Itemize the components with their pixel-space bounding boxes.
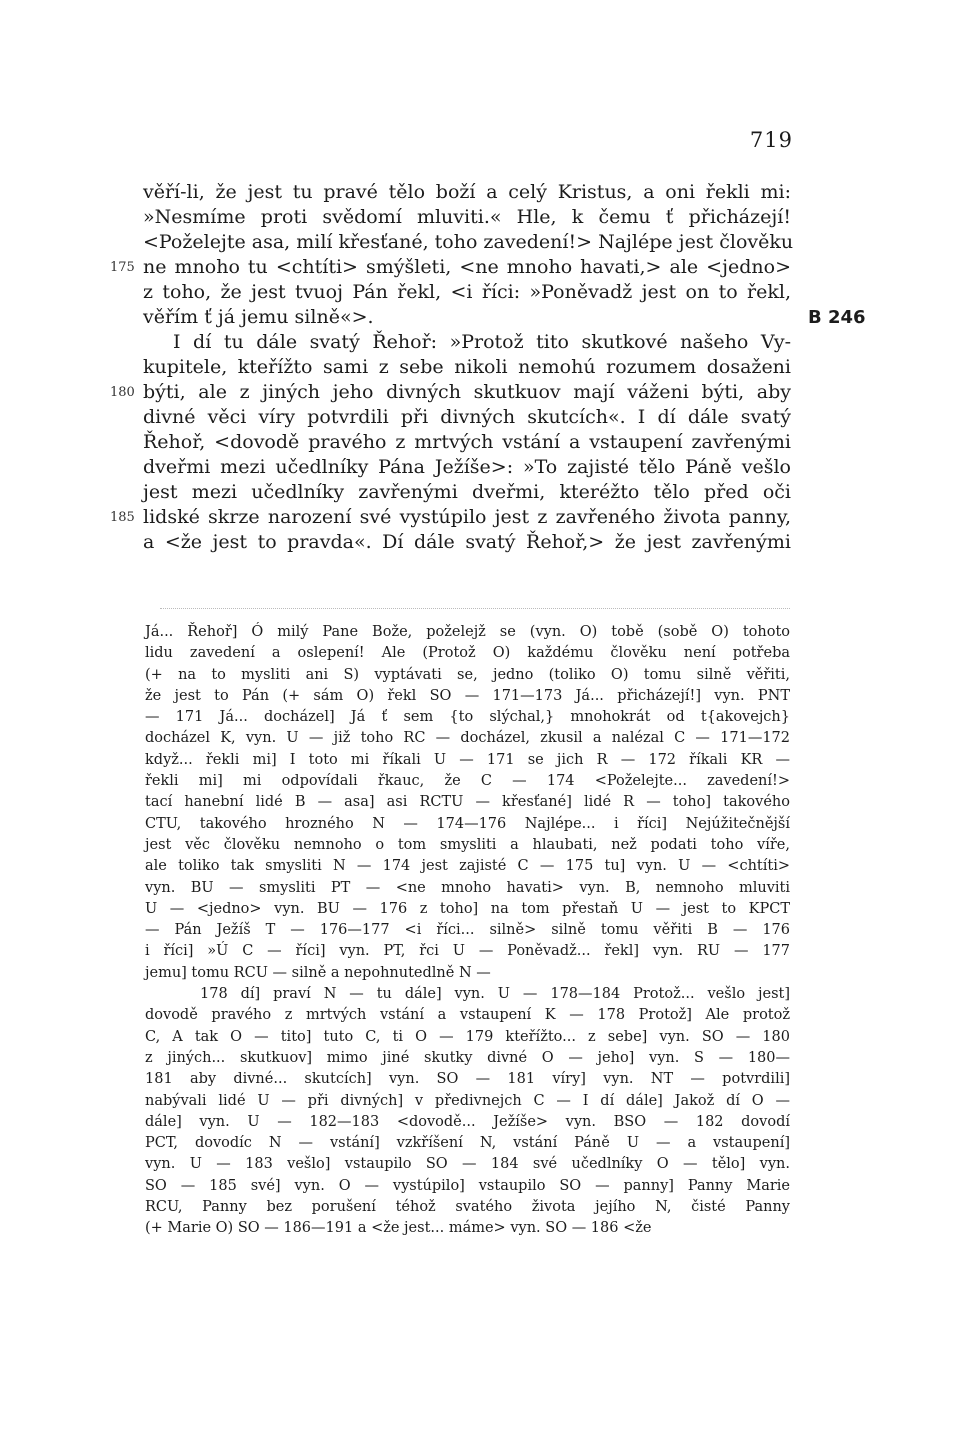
note-line: 181 aby divné... skutcích] vyn. SO — 181 víry] vyn. NT — potvrdili] — [145, 1071, 790, 1088]
text-line-content: dveřmi mezi učedlníky Pána Ježíše>: »To zajisté tělo Páně vešlo — [143, 456, 791, 478]
text-line — [143, 455, 791, 480]
note-line: CTU, takového hrozného N — 174—176 Najlépe... i říci] Nejúžitečnější — [145, 815, 790, 832]
text-line-content: býti, ale z jiných jeho divných skutkuov mají váženi býti, aby — [143, 381, 791, 403]
note-line: (+ na to mysliti ani S) vyptávati se, jedno (toliko O) tomu silně věřiti, — [145, 666, 790, 683]
note-line: Já... Řehoř] Ó milý Pane Bože, poželejž se (vyn. O) tobě (sobě O) tohoto — [145, 624, 790, 640]
note-line: RCU, Panny bez porušení téhož svatého života jejího N, čisté Panny — [145, 1199, 790, 1216]
page-number: 719 — [749, 128, 793, 152]
text-line — [143, 180, 791, 205]
text-line — [110, 380, 791, 405]
note-line: — Pán Ježíš T — 176—177 <i říci... silně> silně tomu věřiti B — 176 — [145, 922, 790, 939]
text-line-content: divné věci víry potvrdili při divných skutcích«. I dí dále svatý — [143, 406, 791, 428]
text-line — [143, 405, 791, 430]
text-line — [143, 430, 791, 455]
footnote-separator — [160, 608, 790, 609]
note-line: řekli mi] mi odpovídali řkauc, že C — 174 <Poželejte... zavedení!> — [145, 773, 790, 790]
note-line: že jest to Pán (+ sám O) řekl SO — 171—173 Já... přicházejí!] vyn. PNT — [145, 687, 790, 704]
note-line: SO — 185 své] vyn. O — vystúpilo] vstaupilo SO — panny] Panny Marie — [145, 1177, 790, 1194]
note-line: C, A tak O — tito] tuto C, ti O — 179 kteřížto... z sebe] vyn. SO — 180 — [145, 1028, 790, 1045]
text-line — [143, 205, 791, 230]
text-line — [143, 280, 791, 305]
note-line: i říci] »Ú C — říci] vyn. PT, řci U — Poněvadž... řekl] vyn. RU — 177 — [145, 943, 790, 960]
note-line: PCT, dovodíc N — vstání] vzkříšení N, vstání Páně U — a vstaupení] — [145, 1135, 790, 1152]
text-line-content: ne mnoho tu <chtíti> smýšleti, <ne mnoho havati,> ale <jedno> — [143, 256, 791, 278]
note-line: když... řekli mi] I toto mi říkali U — 171 se jich R — 172 říkali KR — — [145, 751, 790, 768]
note-line: tací hanební lidé B — asa] asi RCTU — křesťané] lidé R — toho] takového — [145, 794, 790, 811]
text-line-content: z toho, že jest tvuoj Pán řekl, <i říci: »Poněvadž jest on to řekl, — [143, 281, 791, 303]
note-line: dále] vyn. U — 182—183 <dovodě... Ježíše> vyn. BSO — 182 dovodí — [145, 1113, 790, 1130]
line-number: 185 — [110, 510, 135, 525]
note-line: jest věc člověku nemnoho o tom smysliti a hlaubati, než podati toho víře, — [145, 836, 790, 853]
text-line — [143, 355, 791, 380]
text-line — [143, 330, 791, 355]
line-number: 180 — [110, 385, 135, 400]
text-line — [143, 305, 866, 330]
note-line: jemu] tomu RCU — silně a nepohnutedlně N — — [145, 964, 491, 981]
text-line — [110, 255, 791, 280]
note-line: dovodě pravého z mrtvých vstání a vstaupení K — 178 Protož] Ale protož — [145, 1007, 790, 1024]
line-number: 175 — [110, 260, 135, 275]
text-line — [143, 480, 791, 505]
note-line: (+ Marie O) SO — 186—191 a <že jest... máme> vyn. SO — 186 <že — [145, 1220, 652, 1237]
note-line: lidu zavedení a oslepení! Ale (Protož O) každému člověku není potřeba — [145, 645, 790, 662]
note-line: nabývali lidé U — při divných] v předivnejch C — I dí dále] Jakož dí O — — [145, 1092, 790, 1109]
text-line-content: Řehoř, <dovodě pravého z mrtvých vstání a vstaupení zavřenými — [143, 431, 791, 453]
text-line-content: <Poželejte asa, milí křesťané, toho zavedení!> Najlépe jest člověku — [143, 231, 794, 253]
text-line-content: věřím ť já jemu silně«>. — [143, 306, 374, 328]
text-line — [110, 505, 791, 530]
critical-apparatus — [145, 622, 790, 1240]
text-line-content: I dí tu dále svatý Řehoř: »Protož tito skutkové našeho Vy- — [173, 331, 791, 353]
text-line — [143, 530, 791, 555]
note-line: z jiných... skutkuov] mimo jiné skutky divné O — jeho] vyn. S — 180— — [145, 1049, 790, 1066]
note-line: 178 dí] praví N — tu dále] vyn. U — 178—184 Protož... vešlo jest] — [200, 986, 790, 1003]
text-line-content: kupitele, kteřížto sami z sebe nikoli nemohú rozumem dosaženi — [143, 356, 791, 378]
note-line: vyn. BU — smysliti PT — <ne mnoho havati> vyn. B, nemnoho mluviti — [145, 879, 790, 896]
note-line: docházel K, vyn. U — již toho RC — docházel, zkusil a nalézal C — 171—172 — [145, 730, 790, 747]
text-line — [143, 230, 794, 255]
text-line-content: »Nesmíme proti svědomí mluviti.« Hle, k čemu ť přicházejí! — [143, 206, 791, 228]
margin-reference: B 246 — [808, 307, 866, 328]
text-line-content: věří-li, že jest tu pravé tělo boží a celý Kristus, a oni řekli mi: — [143, 181, 791, 203]
text-line-content: lidské skrze narození své vystúpilo jest z zavřeného života panny, — [143, 506, 791, 528]
note-line: U — <jedno> vyn. BU — 176 z toho] na tom přestaň U — jest to KPCT — [145, 900, 790, 917]
text-line-content: jest mezi učedlníky zavřenými dveřmi, kteréžto tělo před oči — [143, 481, 791, 503]
main-text — [110, 180, 866, 555]
text-line-content: a <že jest to pravda«. Dí dále svatý Řehoř,> že jest zavřenými — [143, 531, 791, 553]
note-line: — 171 Já... docházel] Já ť sem {to slýchal,} mnohokrát od t{akovejch} — [145, 709, 790, 726]
note-line: vyn. U — 183 vešlo] vstaupilo SO — 184 své učedlníky O — tělo] vyn. — [145, 1156, 790, 1173]
note-line: ale toliko tak smysliti N — 174 jest zajisté C — 175 tu] vyn. U — <chtíti> — [145, 858, 790, 875]
